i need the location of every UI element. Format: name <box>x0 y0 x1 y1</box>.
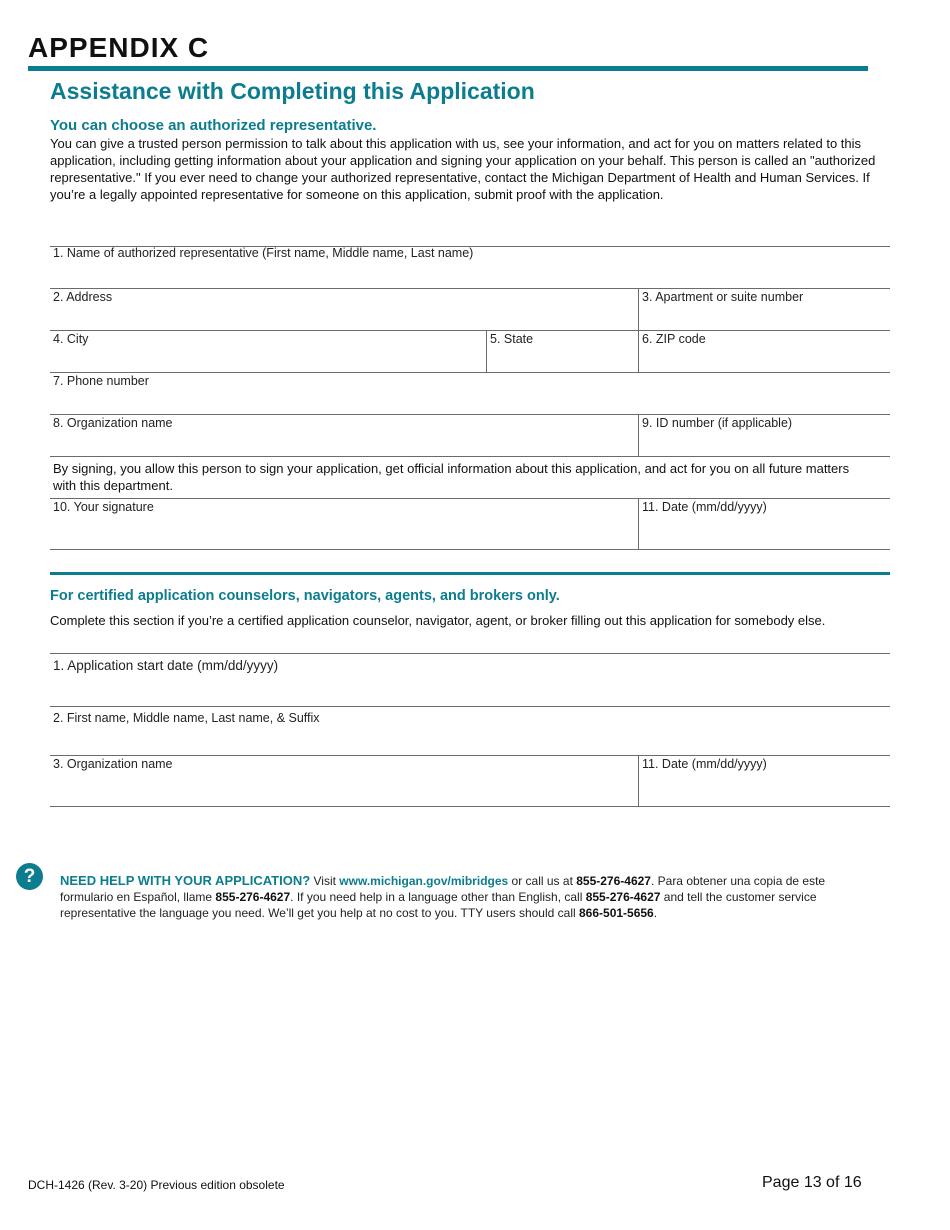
section2-subtitle: For certified application counselors, navigators, agents, and brokers only. <box>50 588 560 604</box>
help-heading: NEED HELP WITH YOUR APPLICATION? <box>60 873 311 888</box>
field-counselor-date-label: 11. Date (mm/dd/yyyy) <box>642 757 767 771</box>
help-text-part: or call us at <box>508 874 577 888</box>
date-input[interactable] <box>639 515 889 549</box>
section2-note: Complete this section if you’re a certified application counselor, navigator, agent, or broker filling out this application for somebody else. <box>50 613 826 628</box>
help-text-part: Visit <box>310 874 340 888</box>
field-id-number-label: 9. ID number (if applicable) <box>642 416 793 430</box>
phone-number: 855-276-4627 <box>576 874 651 888</box>
help-text-part: and tell the customer service representative the language you need. We’ll get you help at no cost to you. TTY users should call <box>60 890 817 920</box>
field-signature-label: 10. Your signature <box>53 500 154 514</box>
form-id <box>28 1178 285 1192</box>
section1-subtitle: You can choose an authorized representative. <box>50 117 377 134</box>
phone-input[interactable] <box>50 389 890 414</box>
edition-note: Previous edition obsolete <box>147 1178 285 1192</box>
help-text <box>60 873 875 921</box>
field-city-label: 4. City <box>53 332 89 346</box>
rep-name-input[interactable] <box>50 262 890 288</box>
signature-input[interactable] <box>50 515 638 549</box>
header-rule <box>28 66 868 71</box>
phone-number: 855-276-4627 <box>585 890 661 904</box>
section-divider <box>50 572 890 575</box>
address-input[interactable] <box>50 305 638 330</box>
counselor-name-input[interactable] <box>50 727 890 755</box>
field-organization-label: 8. Organization name <box>53 416 173 430</box>
id-number-input[interactable] <box>639 431 889 456</box>
mibridges-link[interactable]: www.michigan.gov/mibridges <box>339 874 509 888</box>
state-input[interactable] <box>487 347 637 372</box>
help-text-part: . Para obtener una copia de este formulario en Español, llame <box>60 874 826 904</box>
city-input[interactable] <box>50 347 486 372</box>
section1-intro: You can give a trusted person permission to talk about this application with us, see your information, and act for you on matters related to this application, including getting information about your application and signing your application on your behalf. This person is called an "authorized representative." If you ever need to change your authorized representative, contact the Michigan Department of Health and Human Services. If you’re a legally appointed representative for someone on this application, submit proof with the application. <box>50 136 876 202</box>
field-apartment-label: 3. Apartment or suite number <box>642 290 804 304</box>
field-counselor-org-label: 3. Organization name <box>53 757 173 771</box>
form-rule <box>50 498 890 499</box>
start-date-input[interactable] <box>50 676 890 706</box>
field-state-label: 5. State <box>490 332 534 346</box>
form-rule <box>50 288 890 289</box>
form-rule <box>50 372 890 373</box>
form-rule <box>50 706 890 707</box>
help-text-part: . If you need help in a language other than English, call <box>290 890 586 904</box>
form-rule <box>50 806 890 807</box>
form-rule <box>50 755 890 756</box>
question-circle-icon: ? <box>16 863 43 890</box>
appendix-heading: APPENDIX C <box>28 32 210 63</box>
page-title: Assistance with Completing this Application <box>50 78 535 104</box>
form-rule <box>50 330 890 331</box>
counselor-org-input[interactable] <box>50 773 638 806</box>
page-number: Page 13 of 16 <box>762 1174 862 1191</box>
phone-number: 855-276-4627 <box>215 890 291 904</box>
field-rep-name-label: 1. Name of authorized representative (First name, Middle name, Last name) <box>53 246 474 260</box>
form-rule <box>50 414 890 415</box>
form-rule <box>50 549 890 550</box>
form-id-code: DCH-1426 (Rev. 3-20) <box>28 1178 148 1192</box>
field-phone-label: 7. Phone number <box>53 374 149 388</box>
form-rule <box>50 653 890 654</box>
help-text-part: . <box>653 906 658 920</box>
tty-number: 866-501-5656 <box>579 906 654 920</box>
field-start-date-label: 1. Application start date (mm/dd/yyyy) <box>53 658 279 673</box>
counselor-date-input[interactable] <box>639 773 889 806</box>
consent-text: By signing, you allow this person to sign your application, get official information about this application, and act for you on all future matters with this department. <box>53 461 850 493</box>
field-address-label: 2. Address <box>53 290 113 304</box>
organization-input[interactable] <box>50 431 638 456</box>
apartment-input[interactable] <box>639 305 889 330</box>
field-date-label: 11. Date (mm/dd/yyyy) <box>642 500 767 514</box>
field-zip-label: 6. ZIP code <box>642 332 706 346</box>
zip-input[interactable] <box>639 347 889 372</box>
field-counselor-name-label: 2. First name, Middle name, Last name, & Suffix <box>53 711 320 725</box>
form-rule <box>50 456 890 457</box>
